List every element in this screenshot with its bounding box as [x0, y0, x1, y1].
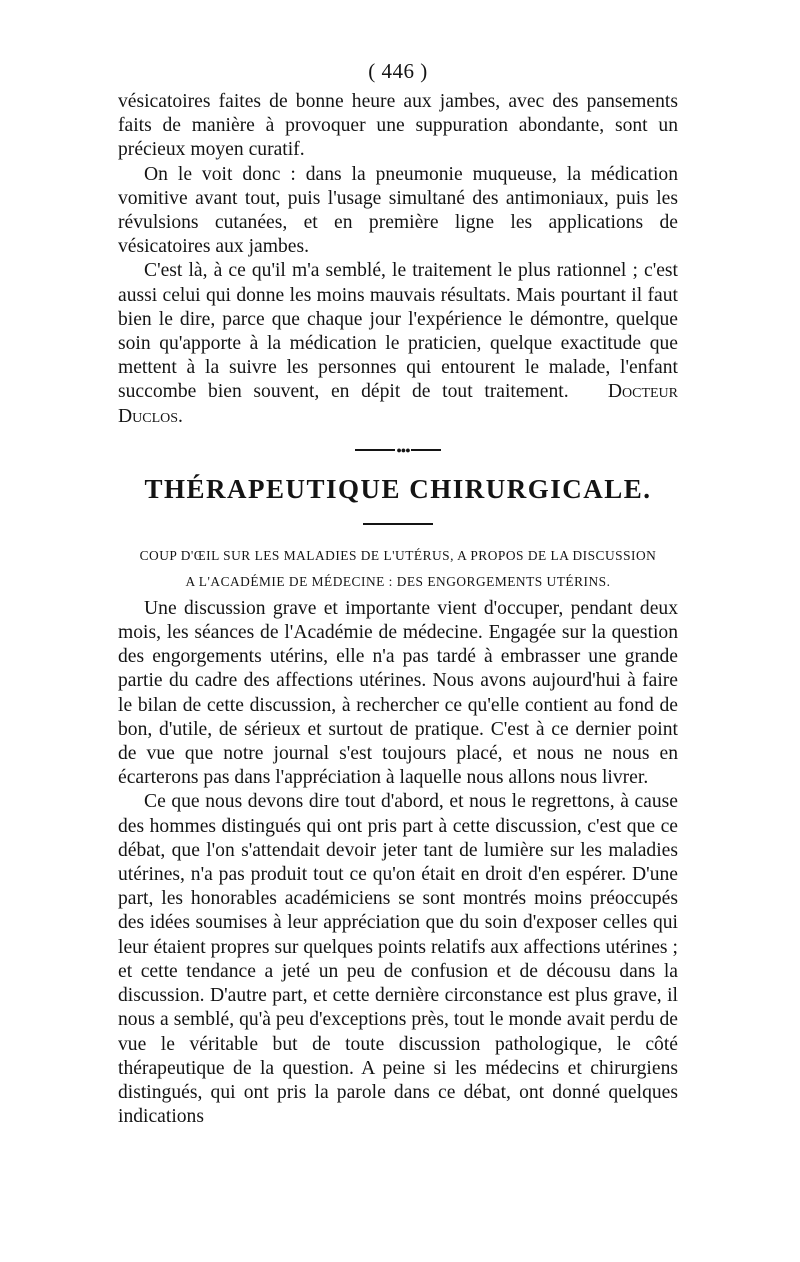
page-number: ( 446 ) — [368, 59, 428, 83]
paragraph-conclusion — [118, 259, 678, 428]
title-rule — [363, 523, 433, 525]
paragraph-summary: On le voit donc : dans la pneumonie muqueuse, la médication vomitive avant tout, puis l'usage simultané des antimoniaux, puis les révulsions cutanées, et en première ligne les applications de vésicatoires aux jambes. — [118, 163, 678, 258]
paragraph-discussion-critique: Ce que nous devons dire tout d'abord, et nous le regrettons, à cause des hommes distingués qui ont pris part à cette discussion, c'est que ce débat, que l'on s'attendait devoir jeter tant de lumière sur les maladies utérines, n'a pas produit tout ce qu'on était en droit d'en espérer. D'une part, les honorables académiciens se sont montrés moins préoccupés des idées soumises à leur appréciation que du soin d'exposer celles qui leur étaient propres sur quelques points relatifs aux affections utérines ; et cette tendance a jeté un peu de confusion et de décousu dans la discussion. D'autre part, et cette dernière circonstance est plus grave, il nous a semblé, qu'à peu d'exceptions près, tout le monde avait perdu de vue le véritable but de toute discussion pathologique, le côté thérapeutique de la question. A peine si les médecins et chirurgiens distingués, qui ont pris la parole dans ce débat, ont donné quelques indications — [118, 791, 678, 1128]
article-subhead-line-1: COUP D'ŒIL SUR LES MALADIES DE L'UTÉRUS, A PROPOS DE LA DISCUSSION — [139, 547, 657, 563]
paragraph-conclusion-text: C'est là, à ce qu'il m'a semblé, le traitement le plus rationnel ; c'est aussi celui qui donne les moins mauvais résultats. Mais pourtant il faut bien le dire, parce que chaque jour l'expérience le démontre, quelque soin qu'apporte à la médication le praticien, quelque exactitude que mettent à la suivre les personnes qui entourent le malade, l'enfant succombe bien souvent, en dépit de tout traitement. — [118, 260, 678, 403]
paragraph-discussion-intro: Une discussion grave et importante vient d'occuper, pendant deux mois, les séances de l'Académie de médecine. Engagée sur la question des engorgements utérins, elle n'a pas tardé à embrasser une grande partie du cadre des affections utérines. Nous avons aujourd'hui à faire le bilan de cette discussion, à rechercher ce qu'elle contient au fond de bon, d'utile, de sérieux et surtout de pratique. C'est à ce dernier point de vue que notre journal s'est toujours placé, et nous ne nous en écarterons pas dans l'appréciation à laquelle nous allons nous livrer. — [118, 597, 678, 789]
author-signature: Docteur Duclos. — [118, 381, 678, 427]
ornament-dots: ●●● — [396, 444, 410, 455]
section-title: THÉRAPEUTIQUE CHIRURGICALE. — [144, 473, 652, 504]
ornament-bar-right — [411, 449, 441, 451]
document-page — [118, 58, 678, 1129]
section-ornament — [118, 445, 678, 455]
article-subhead-line-2: A L'ACADÉMIE DE MÉDECINE : DES ENGORGEMENTS UTÉRINS. — [185, 573, 611, 589]
ornament-bar-left — [355, 449, 395, 451]
paragraph-continuation: vésicatoires faites de bonne heure aux jambes, avec des pansements faits de manière à provoquer une suppuration abondante, sont un précieux moyen curatif. — [118, 91, 678, 161]
